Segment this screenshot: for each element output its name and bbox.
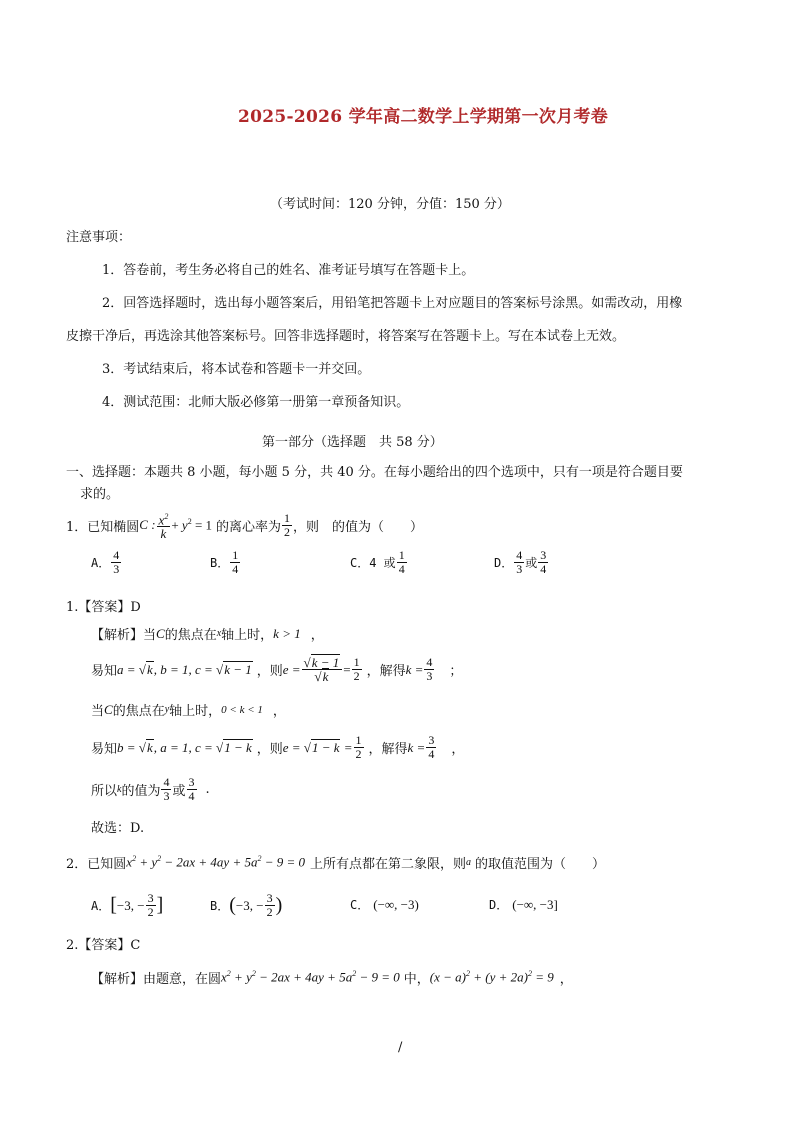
q1-mid: 的离心率为: [216, 519, 282, 535]
section-instructions-cont: 求的。: [80, 487, 120, 502]
q2-opt-a-frac: $\frac{3}{2}$: [147, 891, 154, 919]
q1-abc-values: a = √k, b = 1, c = √k − 1: [117, 661, 252, 677]
q1-eq-sign: =: [343, 661, 351, 677]
q1-result-frac2: $\frac{3}{4}$: [188, 775, 195, 803]
q1-e-half: $\frac{1}{2}$: [353, 655, 360, 683]
notice-item-1: 1．答卷前，考生务必将自己的姓名、准考证号填写在答题卡上。: [102, 263, 475, 278]
q2-opt-b-rparen: ): [275, 894, 283, 916]
q1-eq-rest: + $y^2 = 1$: [171, 517, 213, 533]
q2-opt-b-lparen: (: [229, 894, 236, 916]
q1-a1-mid: 的焦点在: [164, 628, 217, 643]
q1-var-y: y: [164, 704, 170, 715]
q1-a2-start: 易知: [91, 664, 118, 679]
q1-opt-d-frac2: $\frac{3}{4}$: [540, 548, 547, 576]
q1-result-frac1: $\frac{4}{3}$: [163, 775, 170, 803]
q1-a2-then: ，则: [256, 664, 283, 679]
q1-a3-start: 当: [91, 704, 105, 719]
q1-option-d: [494, 549, 549, 576]
q2-analysis-circle-eq: $x^2 + y^2 - 2ax + 4ay + 5a^2 - 9 = 0$: [221, 969, 400, 985]
q1-frac-half: $\frac{1}{2}$: [284, 510, 291, 539]
q1-a2-solve: ，解得: [366, 664, 406, 679]
q1-k-eq-2: k =: [407, 739, 426, 755]
q1-opt-d-frac1: $\frac{4}{3}$: [516, 548, 523, 576]
q2-standard-form: $(x - a)^2 + (y + 2a)^2 = 9$: [429, 969, 554, 985]
q2-option-d: [489, 896, 558, 913]
q1-comma-1: ，: [310, 628, 324, 643]
q1-var-x: x: [216, 628, 222, 639]
q1-e-frac: $\frac{√k - 1}{√k}$: [302, 656, 343, 683]
q1-option-a: [91, 549, 122, 576]
q2-comma: ，: [559, 972, 573, 987]
page-title: 2025-2026 学年高二数学上学期第一次月考卷: [238, 107, 609, 127]
question-2: [66, 853, 605, 872]
q1-var-c-2: C: [104, 701, 113, 717]
q1-opt-b-frac: $\frac{1}{4}$: [232, 548, 239, 576]
q2-opt-b-frac: $\frac{3}{2}$: [266, 891, 273, 919]
notice-heading: 注意事项：: [66, 230, 132, 245]
q2-suffix2: 的取值范围为（ ）: [475, 857, 606, 872]
q1-answer: 1.【答案】D: [66, 600, 141, 615]
q2-prefix: 2．已知圆: [66, 857, 127, 872]
q1-k-eq: k =: [405, 661, 424, 677]
q1-opt-d-or: 或: [525, 556, 538, 570]
q1-k-frac-4-3: $\frac{4}{3}$: [426, 655, 433, 683]
q1-comma-3: ，: [451, 742, 465, 757]
q1-opt-c-label: C．4 或: [350, 556, 396, 570]
q1-opt-c-frac: $\frac{1}{4}$: [398, 548, 405, 576]
q1-suffix: ，则 的值为（ ）: [293, 519, 424, 535]
q1-cond-k-range: 0 < k < 1: [221, 703, 263, 716]
q2-answer: 2.【答案】C: [66, 938, 141, 953]
q2-opt-a-label: A．: [91, 899, 111, 913]
q1-option-c: [350, 549, 408, 576]
q1-analysis-line4: [91, 734, 464, 761]
question-1: [66, 510, 423, 540]
q2-var-a: a: [466, 857, 472, 868]
q1-opt-b-label: B．: [210, 556, 230, 570]
q1-semicolon: ；: [449, 664, 463, 679]
q2-analysis-mid: 中，: [403, 972, 430, 987]
section-instructions: 一、选择题：本题共 8 小题，每小题 5 分，共 40 分。在每小题给出的四个选项中，只有一项是符合题目要: [66, 465, 683, 480]
page-marker: /: [398, 1040, 403, 1055]
notice-item-2: 2．回答选择题时，选出每小题答案后，用铅笔把答题卡上对应题目的答案标号涂黑。如需改动，用橡: [102, 296, 683, 311]
q2-suffix: 上所有点都在第二象限，则: [310, 857, 467, 872]
q2-opt-b-label: B．: [210, 899, 230, 913]
q2-opt-d-label: D．: [489, 898, 509, 912]
q2-option-c: [350, 896, 419, 913]
q1-opt-d-label: D．: [494, 556, 514, 570]
q1-analysis-line5: [91, 776, 210, 803]
notice-item-2-cont: 皮擦干净后，再选涂其他答案标号。回答非选择题时，将答案写在答题卡上。写在本试卷上无效。: [66, 329, 626, 344]
q2-opt-d-interval: (−∞, −3]: [512, 896, 558, 912]
q2-option-b: [210, 892, 282, 919]
q1-analysis-line1: [91, 624, 324, 643]
q1-bac-values: b = √k, a = 1, c = √1 − k: [117, 739, 252, 755]
q1-opt-a-frac: $\frac{4}{3}$: [113, 548, 120, 576]
q1-period: .: [205, 782, 210, 797]
q1-a3-end: 轴上时，: [169, 704, 222, 719]
q1-a5-mid: 的值为: [121, 784, 161, 799]
q1-analysis-line3: [91, 700, 286, 719]
q2-opt-a-lower: −3, −: [116, 897, 145, 913]
q1-e-eq: e =: [282, 661, 301, 677]
notice-item-3: 3．考试结束后，将本试卷和答题卡一并交回。: [102, 362, 371, 377]
q1-e-half-2: $\frac{1}{2}$: [355, 733, 362, 761]
q1-a1-end: 轴上时，: [221, 628, 274, 643]
q1-a4-start: 易知: [91, 742, 118, 757]
q2-opt-a-rbracket: ]: [156, 894, 164, 916]
exam-info: （考试时间：120 分钟，分值：150 分）: [270, 197, 510, 212]
q1-e-eq-2: e = √1 − k =: [282, 739, 353, 755]
q2-analysis-label: 【解析】由题意，在圆: [91, 972, 222, 987]
q1-analysis-line2: [91, 656, 462, 683]
q1-comma-2: ，: [272, 704, 286, 719]
notice-item-4: 4．测试范围：北师大版必修第一册第一章预备知识。: [102, 395, 410, 410]
q2-analysis-line1: [91, 968, 573, 987]
q1-prefix: 1．已知椭圆: [66, 519, 140, 535]
q1-cond-k-gt-1: k > 1: [273, 625, 301, 641]
q1-analysis-label: 【解析】当: [91, 628, 157, 643]
part1-heading: 第一部分（选择题 共 58 分）: [262, 435, 443, 450]
q1-a5-or: 或: [172, 784, 186, 799]
q2-circle-eq: $x^2 + y^2 - 2ax + 4ay + 5a^2 - 9 = 0$: [126, 854, 306, 870]
q1-conclusion: 故选：D.: [91, 821, 145, 836]
q1-opt-a-label: A．: [91, 556, 111, 570]
q1-ellipse-eq: C :: [139, 517, 156, 533]
q2-option-a: [91, 892, 163, 919]
q1-var-c: C: [156, 625, 165, 641]
q2-opt-b-lower: −3, −: [235, 897, 264, 913]
q2-opt-a-lbracket: [: [110, 894, 117, 916]
q2-opt-c-interval: (−∞, −3): [373, 896, 419, 912]
q1-a3-mid: 的焦点在: [112, 704, 165, 719]
q1-a4-solve: ，解得: [368, 742, 408, 757]
q1-frac-x2-k: $\frac{x^2}{k}$: [158, 512, 169, 542]
q2-opt-c-label: C．: [350, 898, 370, 912]
q1-var-k: k: [117, 784, 122, 795]
q1-a4-then: ，则: [256, 742, 283, 757]
q1-a5-start: 所以: [91, 784, 118, 799]
q1-k-frac-3-4: $\frac{3}{4}$: [428, 733, 435, 761]
q1-option-b: [210, 549, 241, 576]
